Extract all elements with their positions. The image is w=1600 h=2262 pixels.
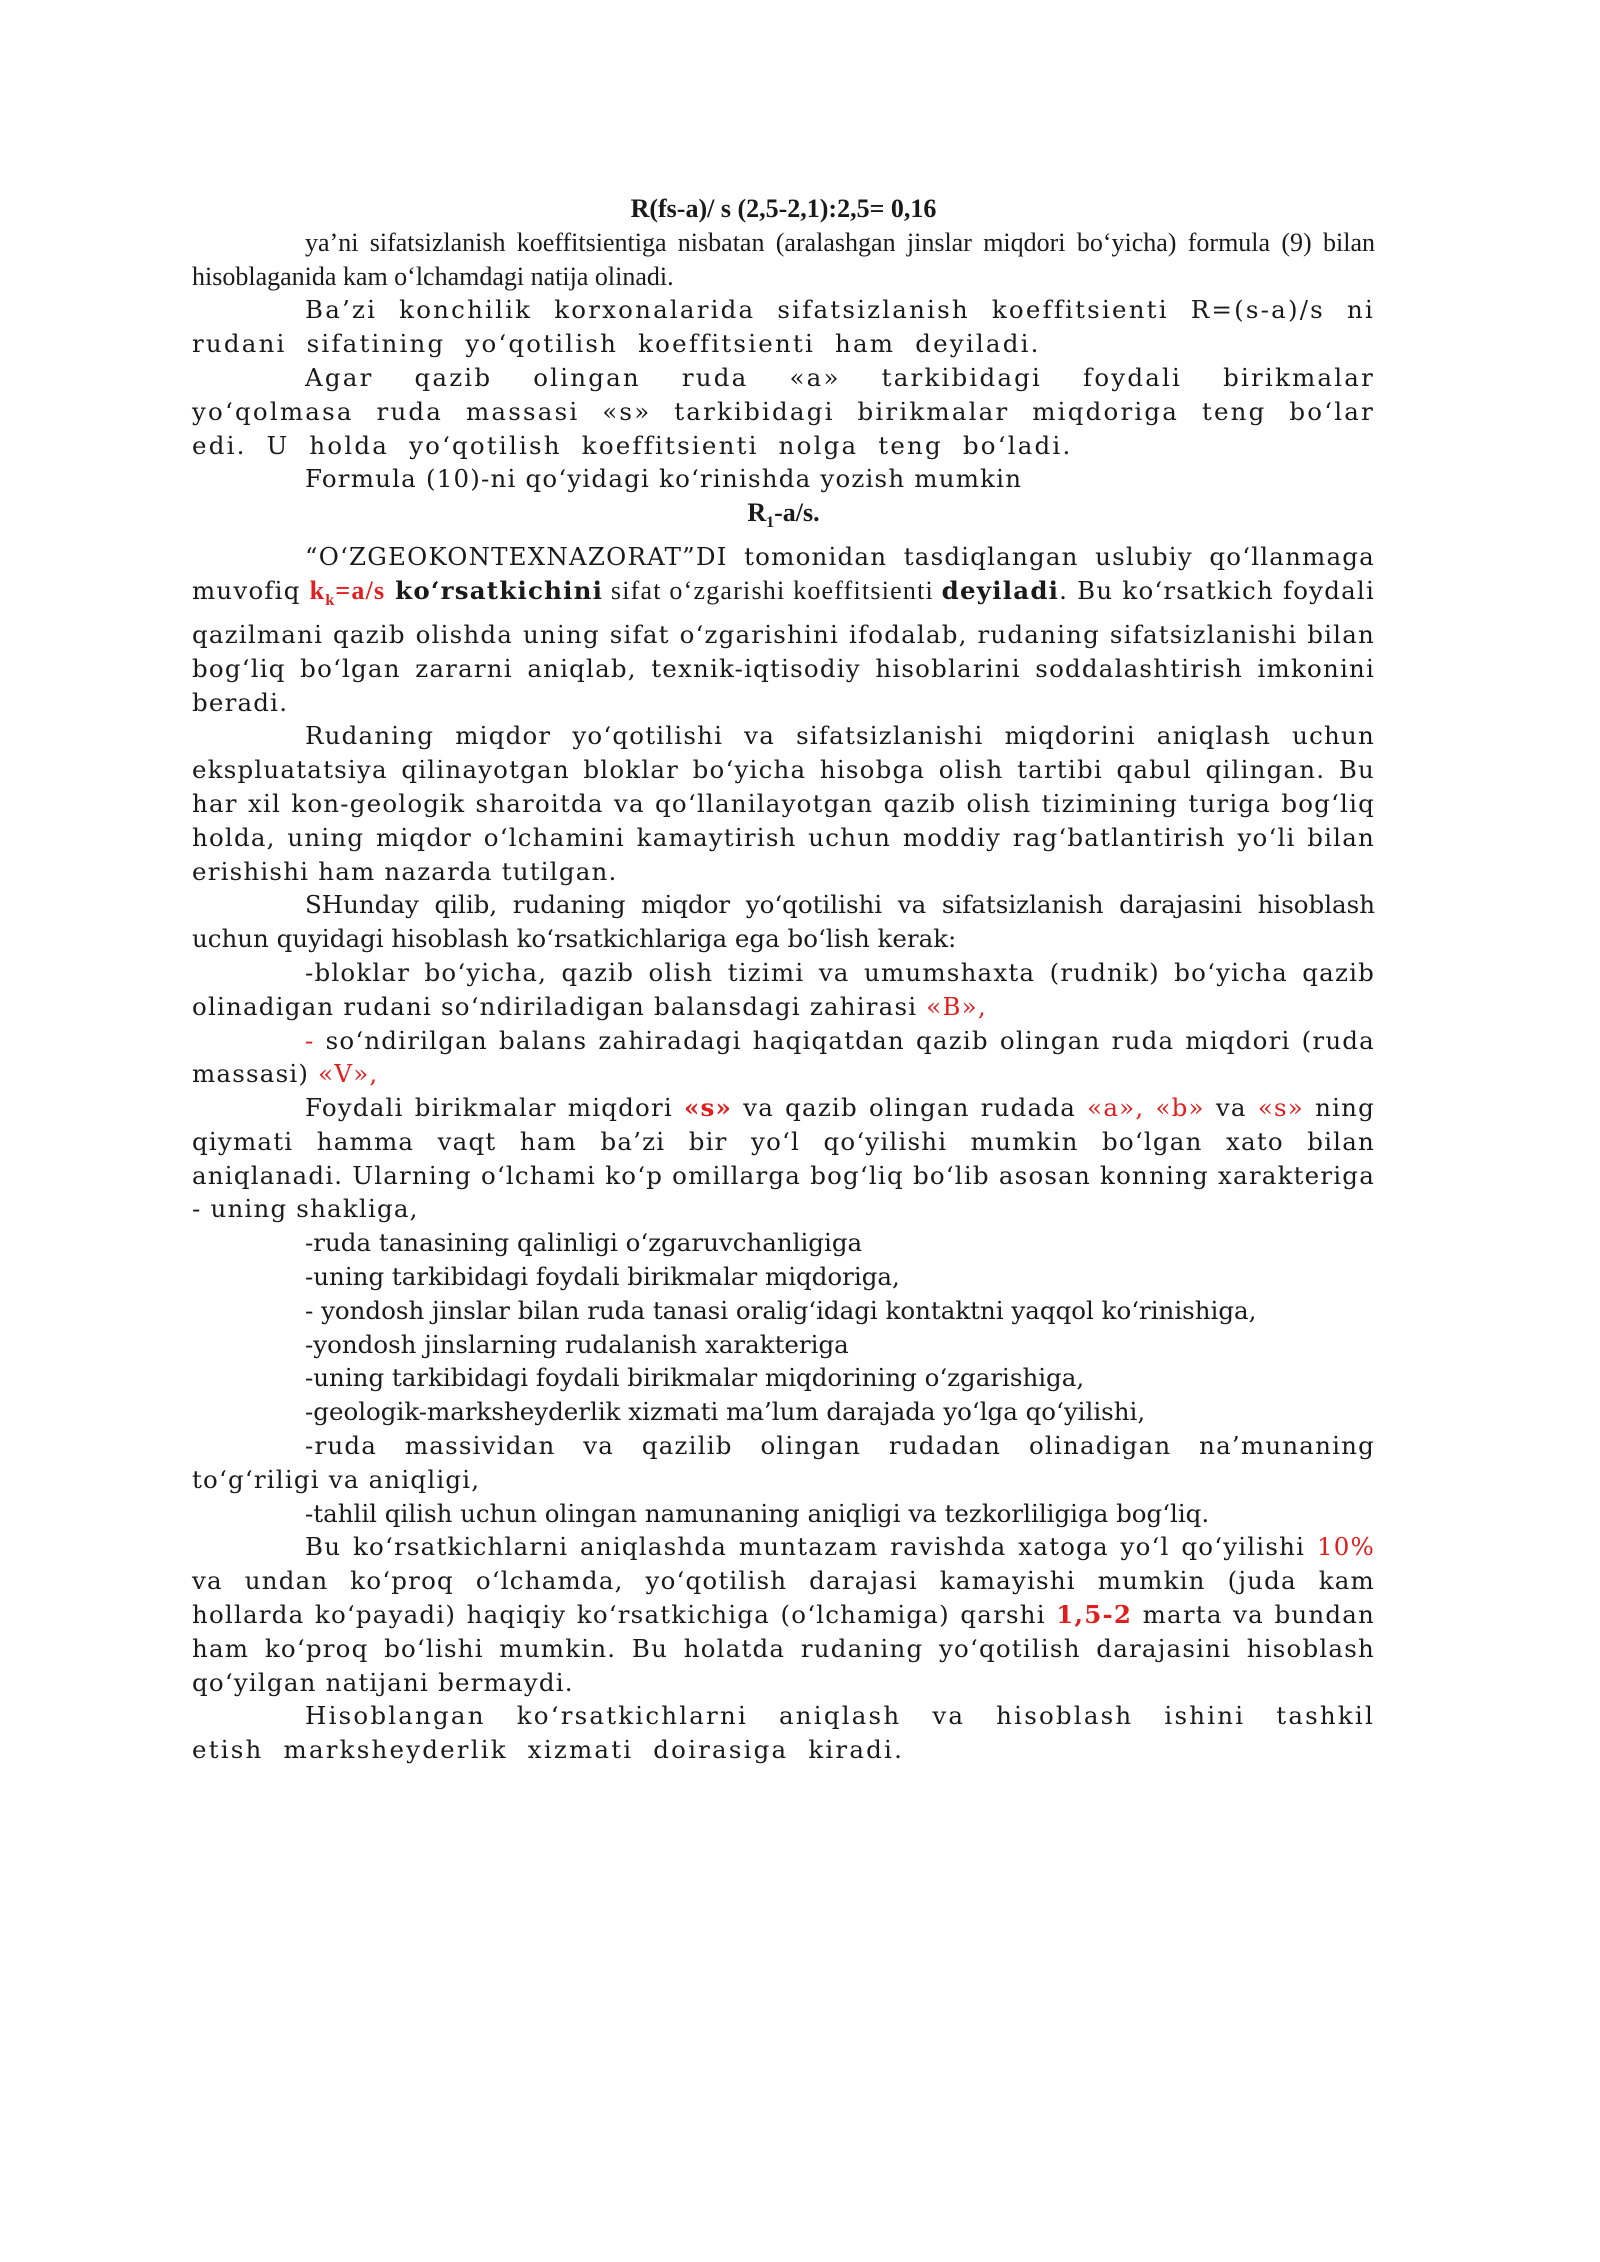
list-item-5: -uning tarkibidagi foydali birikmalar miqdorining o‘zgarishiga, bbox=[305, 1363, 1085, 1393]
paragraph-5 bbox=[192, 540, 1375, 719]
p10-a: Foydali birikmalar miqdori bbox=[305, 1093, 685, 1123]
formula-r1-base: R bbox=[747, 498, 767, 528]
paragraph-2: Ba’zi konchilik korxonalarida sifatsizlanish koeffitsienti R=(s-a)/s ni rudani sifatining yo‘qotilish koeffitsienti ham deyiladi. bbox=[192, 295, 1375, 359]
p10-s2: «s» bbox=[1257, 1093, 1304, 1123]
paragraph-7: SHunday qilib, rudaning miqdor yo‘qotilishi va sifatsizlanish darajasini hisoblash uchun quyidagi hisoblash ko‘rsatkichlariga ega bo‘lish kerak: bbox=[192, 890, 1375, 954]
p8-red: «B», bbox=[926, 991, 987, 1021]
paragraph-10 bbox=[192, 1091, 1375, 1226]
p10-s: «s» bbox=[684, 1093, 733, 1123]
paragraph-11 bbox=[192, 1530, 1375, 1699]
p5-start: “O‘ZGEOKONTEXNAZORAT”DI tomonidan tasdiqlangan uslubiy qo‘llanmaga muvofiq bbox=[192, 542, 1375, 605]
kk-base: k bbox=[309, 575, 326, 605]
p10-b: va qazib olingan rudada bbox=[732, 1093, 1088, 1123]
p11-b: va undan ko‘proq o‘lchamda, yo‘qotilish darajasi kamayishi mumkin (juda kam hollarda ko‘payadi) haqiqiy ko‘rsatkichiga (o‘lchamiga) qarshi bbox=[192, 1566, 1375, 1630]
p10-ab: «a», «b» bbox=[1087, 1093, 1205, 1123]
formula-r1-sub: 1 bbox=[766, 514, 775, 532]
formula-heading: R(fs-a)/ s (2,5-2,1):2,5= 0,16 bbox=[630, 194, 937, 223]
list-item-6: -geologik-marksheyderlik xizmati ma’lum darajada yo‘lga qo‘yilishi, bbox=[305, 1397, 1146, 1427]
list-item-3: - yondosh jinslar bilan ruda tanasi oralig‘idagi kontaktni yaqqol ko‘rinishiga, bbox=[305, 1295, 1257, 1325]
paragraph-12: Hisoblangan ko‘rsatkichlarni aniqlash va hisoblash ishini tashkil etish marksheyderlik xizmati doirasiga kiradi. bbox=[192, 1701, 1375, 1765]
p9-red: «V», bbox=[318, 1059, 379, 1089]
paragraph-9 bbox=[192, 1024, 1375, 1092]
list-item-7: -ruda massividan va qazilib olingan rudadan olinadigan na’munaning to‘g‘riligi va aniqligi, bbox=[192, 1431, 1375, 1494]
p11-c: marta va bundan ham ko‘proq bo‘lishi mumkin. Bu holatda rudaning yo‘qotilish darajasini hisoblash qo‘yilgan natijani bermaydi. bbox=[192, 1600, 1375, 1697]
list-item-8: -tahlil qilish uchun olingan namunaning aniqligi va tezkorliligiga bog‘liq. bbox=[305, 1498, 1210, 1528]
kk-rest: =a/s bbox=[335, 575, 386, 605]
paragraph-1: ya’ni sifatsizlanish koeffitsientiga nisbatan (aralashgan jinslar miqdori bo‘yicha) formula (9) bilan hisoblaganida kam o‘lchamdagi natija olinadi. bbox=[192, 227, 1375, 291]
paragraph-8 bbox=[192, 956, 1375, 1024]
kk-sub: k bbox=[325, 592, 336, 610]
p5-bold-2: deyiladi bbox=[941, 575, 1060, 605]
list-item-2: -uning tarkibidagi foydali birikmalar miqdoriga, bbox=[305, 1262, 900, 1292]
p10-c: va bbox=[1204, 1093, 1258, 1123]
p11-a: Bu ko‘rsatkichlarni aniqlashda muntazam ravishda xatoga yo‘l qo‘yilishi bbox=[305, 1532, 1317, 1562]
p11-ratio: 1,5-2 bbox=[1056, 1600, 1133, 1630]
formula-r1-rest: -a/s. bbox=[774, 498, 820, 528]
p10-d: ning qiymati hamma vaqt ham ba’zi bir yo‘l qo‘yilishi mumkin bo‘lgan xato bilan aniqlanadi. Ularning o‘lchami ko‘p omillarga bog‘liq bo‘lib asosan konning xarakteriga - uning shakliga, bbox=[192, 1093, 1375, 1224]
formula-r1 bbox=[192, 496, 1375, 540]
p9-text: so‘ndirilgan balans zahiradagi haqiqatdan qazib olingan ruda miqdori (ruda massasi) bbox=[192, 1025, 1375, 1089]
p11-percent: 10% bbox=[1316, 1532, 1375, 1562]
p9-dash: - bbox=[305, 1025, 315, 1055]
p5-bold-1: ko‘rsatkichini bbox=[385, 575, 604, 605]
paragraph-3: Agar qazib olingan ruda «a» tarkibidagi foydali birikmalar yo‘qolmasa ruda massasi «s» tarkibidagi birikmalar miqdoriga teng bo‘lar edi. U holda yo‘qotilish koeffitsienti nolga teng bo‘ladi. bbox=[192, 362, 1375, 460]
paragraph-6: Rudaning miqdor yo‘qotilishi va sifatsizlanishi miqdorini aniqlash uchun ekspluatatsiya qilinayotgan bloklar bo‘yicha hisobga olish tartibi qabul qilingan. Bu har xil kon-geologik sharoitda va qo‘llanilayotgan qazib olish tizimining turiga bog‘liq holda, uning miqdor o‘lchamini kamaytirish uchun moddiy rag‘batlantirish yo‘li bilan erishishi ham nazarda tutilgan. bbox=[192, 721, 1375, 886]
p8-text: -bloklar bo‘yicha, qazib olish tizimi va umumshaxta (rudnik) bo‘yicha qazib olinadigan rudani so‘ndiriladigan balansdagi zahirasi bbox=[192, 957, 1375, 1021]
list-item-4: -yondosh jinslarning rudalanish xarakteriga bbox=[305, 1329, 849, 1359]
list-item-1: -ruda tanasining qalinligi o‘zgaruvchanligiga bbox=[305, 1228, 863, 1258]
p5-mid: sifat o‘zgarishi koeffitsienti bbox=[603, 575, 942, 605]
paragraph-4: Formula (10)-ni qo‘yidagi ko‘rinishda yozish mumkin bbox=[305, 464, 1023, 494]
document-page bbox=[192, 192, 1375, 1767]
p5-end: . Bu ko‘rsatkich foydali qazilmani qazib olishda uning sifat o‘zgarishini ifodalab, rudaning sifatsizlanishi bilan bog‘liq bo‘lgan zararni aniqlab, texnik-iqtisodiy hisoblarini soddalashtirish imkonini beradi. bbox=[192, 575, 1375, 717]
kk-formula bbox=[309, 575, 386, 610]
